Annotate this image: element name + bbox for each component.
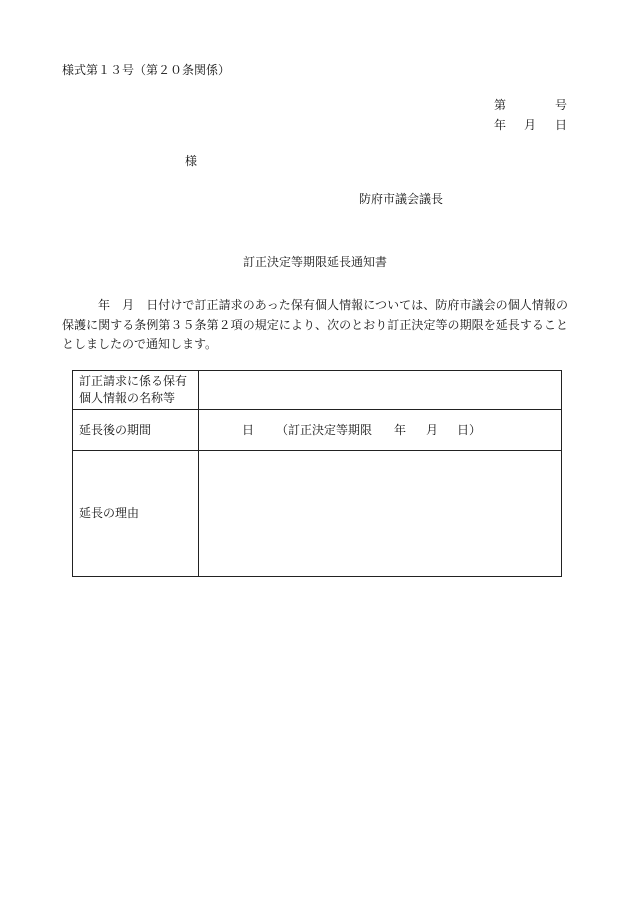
extension-day-label: 日 xyxy=(242,422,255,437)
row-label-info-name: 訂正請求に係る保有個人情報の名称等 xyxy=(73,371,199,410)
issue-number-suffix: 号 xyxy=(555,98,568,112)
issue-number-label: 第 xyxy=(494,98,507,112)
row-value-extension-reason xyxy=(199,451,562,577)
extension-deadline-label: （訂正決定等期限 xyxy=(276,422,373,437)
row-label-extension-reason: 延長の理由 xyxy=(73,451,199,577)
extension-day-close-label: 日） xyxy=(457,422,482,437)
info-table xyxy=(72,370,562,577)
extension-year-label: 年 xyxy=(394,422,407,437)
notice-paragraph: 年 月 日付けで訂正請求のあった保有個人情報については、防府市議会の個人情報の保護に関する条例第３５条第２項の規定により、次のとおり訂正決定等の期限を延長することとしましたので通知します。 xyxy=(62,298,568,351)
row-value-extension-period xyxy=(199,410,562,451)
table-row xyxy=(73,451,562,577)
date-month-label: 月 xyxy=(524,118,537,132)
recipient-honorific: 様 xyxy=(185,154,198,168)
extension-month-label: 月 xyxy=(426,422,439,437)
row-label-extension-period: 延長後の期間 xyxy=(73,410,199,451)
sender-name: 防府市議会議長 xyxy=(359,192,444,206)
table-row xyxy=(73,410,562,451)
date-day-label: 日 xyxy=(555,118,568,132)
document-title: 訂正決定等期限延長通知書 xyxy=(242,255,387,269)
date-year-label: 年 xyxy=(494,118,507,132)
row-value-info-name xyxy=(199,371,562,410)
table-row xyxy=(73,371,562,410)
form-number: 様式第１３号（第２０条関係） xyxy=(62,63,231,77)
